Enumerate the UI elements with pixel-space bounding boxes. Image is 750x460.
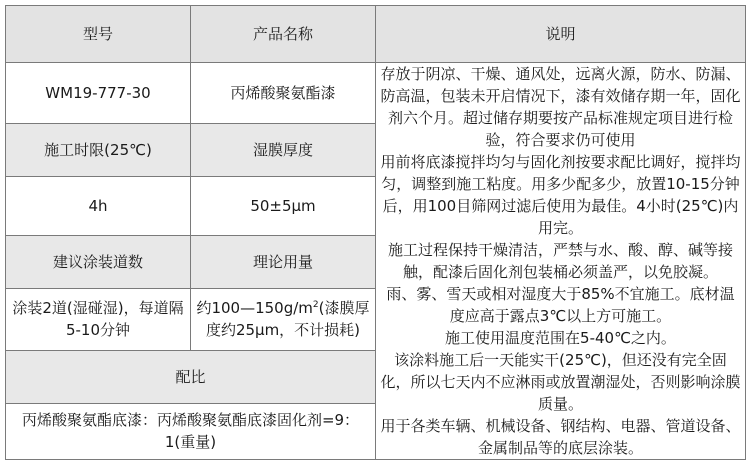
wet-film-value: 50±5μm: [191, 176, 376, 235]
description-mixing: 用前将底漆搅拌均匀与固化剂按要求配比调好，搅拌均匀，调整到施工粘度。用多少配多少，放置10-15分钟后，用100目筛网过滤后使用为最佳。4小时(25℃)内用完。: [380, 153, 741, 237]
header-description: 说明: [376, 6, 746, 63]
theory-usage-label: 理论用量: [191, 235, 376, 288]
ratio-label: 配比: [6, 350, 376, 403]
theory-usage-prefix: 约100—150g/m: [196, 299, 313, 318]
header-product-name: 产品名称: [191, 6, 376, 63]
theory-usage-sup: 2: [312, 300, 319, 311]
description-weather: 雨、雾、雪天或相对湿度大于85%不宜施工。底材温度应高于露点3℃以上方可施工。: [386, 285, 735, 325]
model-value: WM19-777-30: [6, 63, 191, 124]
description-curing: 该涂料施工后一天能实干(25℃)，但还没有完全固化，所以七天内不应淋雨或放置潮湿处，否则影响涂膜质量。: [380, 351, 741, 413]
description-temperature: 施工使用温度范围在5-40℃之内。: [445, 329, 676, 347]
theory-usage-value: [191, 288, 376, 350]
description-cell: [376, 63, 746, 460]
ratio-value: 丙烯酸聚氨酯底漆：丙烯酸聚氨酯底漆固化剂=9：1(重量): [6, 403, 376, 459]
coats-label: 建议涂装道数: [6, 235, 191, 288]
description-usage: 用于各类车辆、机械设备、钢结构、电器、管道设备、金属制品等的底层涂装。: [380, 417, 741, 457]
theory-usage-suffix: (漆膜厚度约25μm，不计损耗): [205, 299, 370, 340]
coats-value: 涂装2道(湿碰湿)，每道隔5-10分钟: [6, 288, 191, 350]
wet-film-label: 湿膜厚度: [191, 123, 376, 176]
work-time-label: 施工时限(25℃): [6, 123, 191, 176]
description-storage: 存放于阴凉、干燥、通风处，远离火源，防水、防漏、防高温，包装未开启情况下，漆有效储存期一年，固化剂六个月。超过储存期要按产品标准规定项目进行检验，符合要求仍可使用: [380, 65, 741, 149]
header-model: 型号: [6, 6, 191, 63]
work-time-value: 4h: [6, 176, 191, 235]
product-name-value: 丙烯酸聚氨酯漆: [191, 63, 376, 124]
description-cleanliness: 施工过程保持干燥清洁，严禁与水、酸、醇、碱等接触，配漆后固化剂包装桶必须盖严，以免胶凝。: [387, 241, 733, 281]
spec-table: [5, 5, 746, 460]
